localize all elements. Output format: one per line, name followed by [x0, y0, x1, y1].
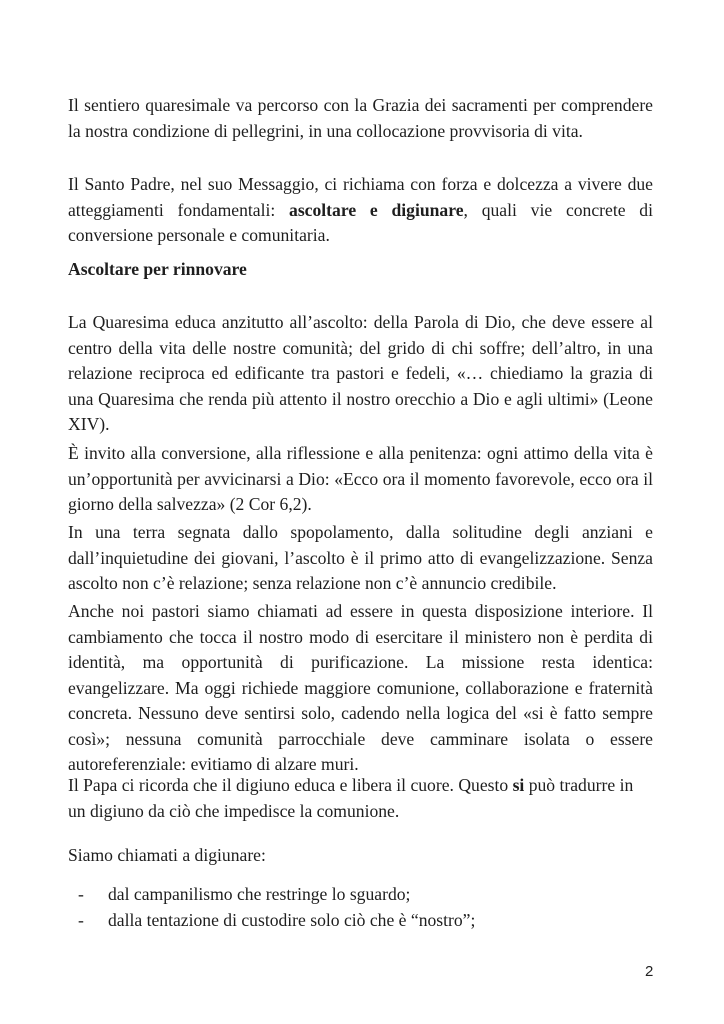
paragraph-papa — [68, 773, 653, 824]
paragraph-quaresima: La Quaresima educa anzitutto all’ascolto: della Parola di Dio, che deve essere al centro della vita delle nostre comunità; del grido di chi soffre; dell’altro, in una relazione reciproca ed edificante tra pastori e fedeli, «… chiediamo la grazia di una Quaresima che renda più attento il nostro orecchio a Dio e agli ultimi» (Leone XIV). — [68, 312, 653, 434]
dash-bullet-icon: - — [78, 909, 84, 930]
paragraph-santo-padre — [68, 172, 653, 249]
dash-bullet-icon: - — [78, 884, 84, 904]
paragraph-sentiero: Il sentiero quaresimale va percorso con la Grazia dei sacramenti per comprendere la nostra condizione di pellegrini, in una collocazione provvisoria di vita. — [68, 95, 653, 141]
emphasis-ascoltare-digiunare: ascoltare e digiunare — [289, 199, 464, 220]
paragraph-papa-text-end: può tradurre in un digiuno da ciò che impedisce la comunione. — [68, 775, 634, 821]
paragraph-santo-padre-text-end: , quali vie concrete di conversione personale e comunitaria. — [68, 199, 653, 245]
list-item-text: dalla tentazione di custodire solo ciò che è “nostro”; — [108, 909, 476, 930]
paragraph-invito: È invito alla conversione, alla riflessione e alla penitenza: ogni attimo della vita è un’opportunità per avvicinarsi a Dio: «Ecco ora il momento favorevole, ecco ora il giorno della salvezza» (2 Cor 6,2). — [68, 443, 653, 514]
fasting-list — [68, 882, 653, 933]
paragraph-terra: In una terra segnata dallo spopolamento, dalla solitudine degli anziani e dall’inquietudine dei giovani, l’ascolto è il primo atto di evangelizzazione. Senza ascolto non c’è relazione; senza relazione non c’è annuncio credibile. — [68, 522, 653, 593]
list-item-text: dal campanilismo che restringe lo sguardo; — [108, 884, 411, 904]
page-number: 2 — [645, 963, 654, 980]
paragraph-papa-text: Il Papa ci ricorda che il digiuno educa e libera il cuore. Questo — [68, 775, 513, 795]
list-item — [68, 908, 653, 934]
list-item — [68, 882, 653, 908]
paragraph-pastori: Anche noi pastori siamo chiamati ad essere in questa disposizione interiore. Il cambiamento che tocca il nostro modo di esercitare il ministero non è perdita di identità, ma opportunità di purificazione. La missione resta identica: evangelizzare. Ma oggi richiede maggiore comunione, collaborazione e fraternità concreta. Nessuno deve sentirsi solo, cadendo nella logica del «si è fatto sempre così»; nessuna comunità parrocchiale deve camminare isolata o essere autoreferenziale: evitiamo di alzare muri. — [68, 601, 653, 774]
section-heading: Ascoltare per rinnovare — [68, 259, 247, 279]
paragraph-santo-padre-text: Il Santo Padre, nel suo Messaggio, ci richiama con forza e dolcezza a vivere due atteggiamenti fondamentali: — [68, 174, 653, 220]
list-intro: Siamo chiamati a digiunare: — [68, 845, 266, 865]
emphasis-si: si — [512, 775, 525, 795]
